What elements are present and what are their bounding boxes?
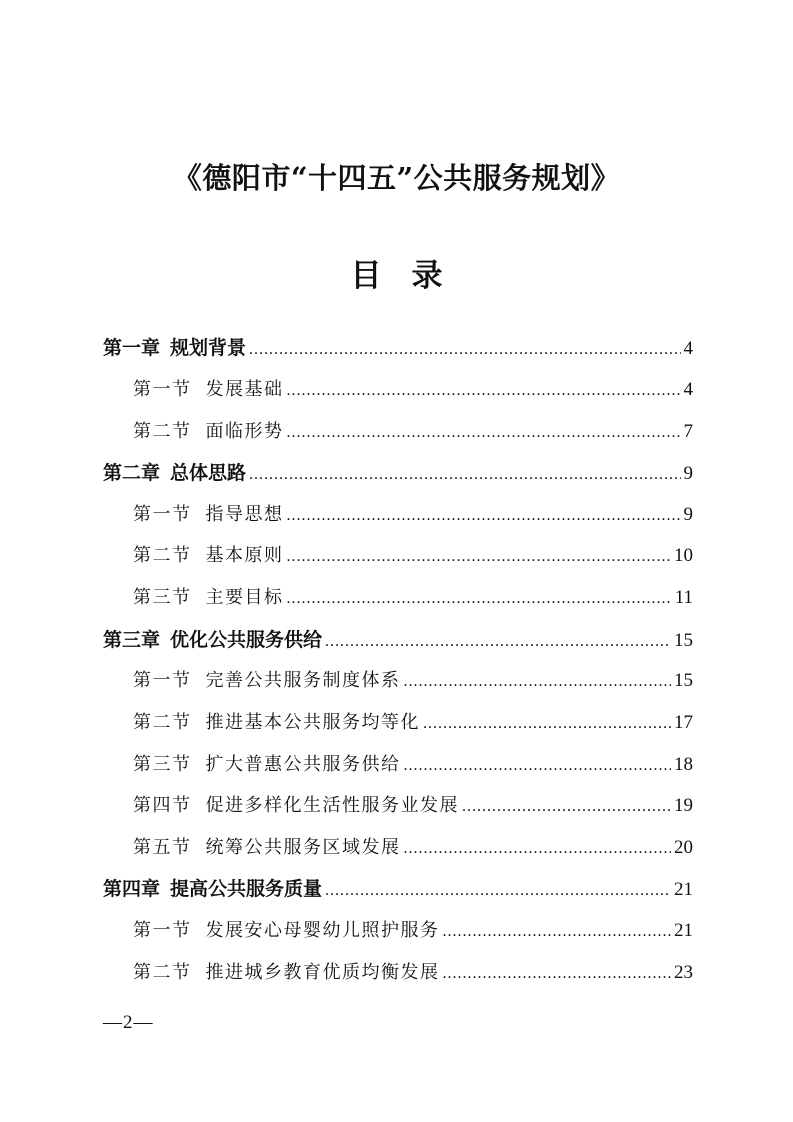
toc-entry-page: 15 [674,670,693,691]
toc-entry-page: 15 [674,630,693,651]
dot-leader [287,584,672,614]
dot-leader [249,460,680,490]
dot-leader [287,418,681,448]
toc-entry-section[interactable] [133,833,693,863]
toc-entry-number: 第五节 [133,837,192,858]
dot-leader [423,709,671,739]
dot-leader [287,542,672,572]
toc-entry-section[interactable] [133,708,693,738]
toc-entry-section[interactable] [133,750,693,780]
toc-entry-title: 基本原则 [205,545,284,566]
toc-entry-number: 第四节 [133,795,192,816]
toc-entry-page: 17 [674,712,693,733]
toc-entry-number: 第二节 [133,962,192,983]
dot-leader [404,667,672,697]
toc-entry-number: 第一节 [133,920,192,941]
toc-entry-page: 9 [683,504,693,525]
toc-entry-title: 发展基础 [205,379,284,400]
toc-entry-section[interactable] [133,417,693,447]
toc-entry-page: 11 [674,587,693,608]
toc-entry-title: 规划背景 [170,337,247,359]
toc-entry-number: 第二节 [133,545,192,566]
toc-entry-page: 19 [674,795,693,816]
toc-entry-chapter[interactable] [103,333,693,363]
toc-entry-title: 推进城乡教育优质均衡发展 [205,962,440,983]
toc-entry-section[interactable] [133,958,693,988]
toc-entry-number: 第一节 [133,379,192,400]
page-number: —2— [103,1012,154,1033]
toc-entry-title: 统筹公共服务区域发展 [205,837,401,858]
toc-entry-page: 23 [674,962,693,983]
toc-entry-number: 第一节 [133,670,192,691]
toc-entry-section[interactable] [133,541,693,571]
dot-leader [404,834,672,864]
toc-entry-number: 第二节 [133,421,192,442]
toc-entry-title: 提高公共服务质量 [170,878,323,900]
toc-entry-page: 9 [683,463,693,484]
dot-leader [325,876,671,906]
toc-entry-title: 优化公共服务供给 [170,629,323,651]
toc-heading-char-2: 录 [411,258,443,294]
dot-leader [287,376,681,406]
toc-heading [0,256,793,296]
toc-entry-title: 扩大普惠公共服务供给 [205,754,401,775]
toc-entry-number: 第三章 [103,629,161,651]
toc-entry-title: 完善公共服务制度体系 [205,670,401,691]
toc-entry-section[interactable] [133,791,693,821]
toc-entry-title: 发展安心母婴幼儿照护服务 [205,920,440,941]
dot-leader [404,751,672,781]
dot-leader [249,335,680,365]
toc-entry-page: 20 [674,837,693,858]
toc-entry-page: 10 [674,545,693,566]
toc-entry-page: 18 [674,754,693,775]
toc-entry-chapter[interactable] [103,625,693,655]
toc-entry-title: 促进多样化生活性服务业发展 [205,795,459,816]
toc-entry-page: 21 [674,920,693,941]
toc-entry-page: 21 [674,879,693,900]
toc-entry-section[interactable] [133,916,693,946]
dot-leader [325,627,671,657]
toc-entry-number: 第一节 [133,504,192,525]
toc-heading-char-1: 目 [350,258,382,294]
dot-leader [462,792,671,822]
toc-entry-section[interactable] [133,666,693,696]
toc-entry-section[interactable] [133,375,693,405]
toc-entry-title: 主要目标 [205,587,284,608]
toc-entry-number: 第一章 [103,337,161,359]
dot-leader [287,501,681,531]
toc-entry-number: 第二章 [103,462,161,484]
toc-entry-number: 第四章 [103,878,161,900]
dot-leader [443,959,672,989]
toc-entry-title: 推进基本公共服务均等化 [205,712,420,733]
toc-entry-title: 指导思想 [205,504,284,525]
toc-entry-page: 7 [683,421,693,442]
toc-entry-chapter[interactable] [103,458,693,488]
toc-entry-number: 第三节 [133,587,192,608]
dot-leader [443,917,672,947]
toc-entry-title: 总体思路 [170,462,247,484]
toc-entry-number: 第二节 [133,712,192,733]
toc-entry-page: 4 [683,338,693,359]
document-title: 《德阳市“十四五”公共服务规划》 [172,161,621,195]
toc-entry-title: 面临形势 [205,421,284,442]
toc-entry-section[interactable] [133,583,693,613]
toc-entry-page: 4 [683,379,693,400]
toc-entry-number: 第三节 [133,754,192,775]
toc-entry-section[interactable] [133,500,693,530]
toc-entry-chapter[interactable] [103,874,693,904]
